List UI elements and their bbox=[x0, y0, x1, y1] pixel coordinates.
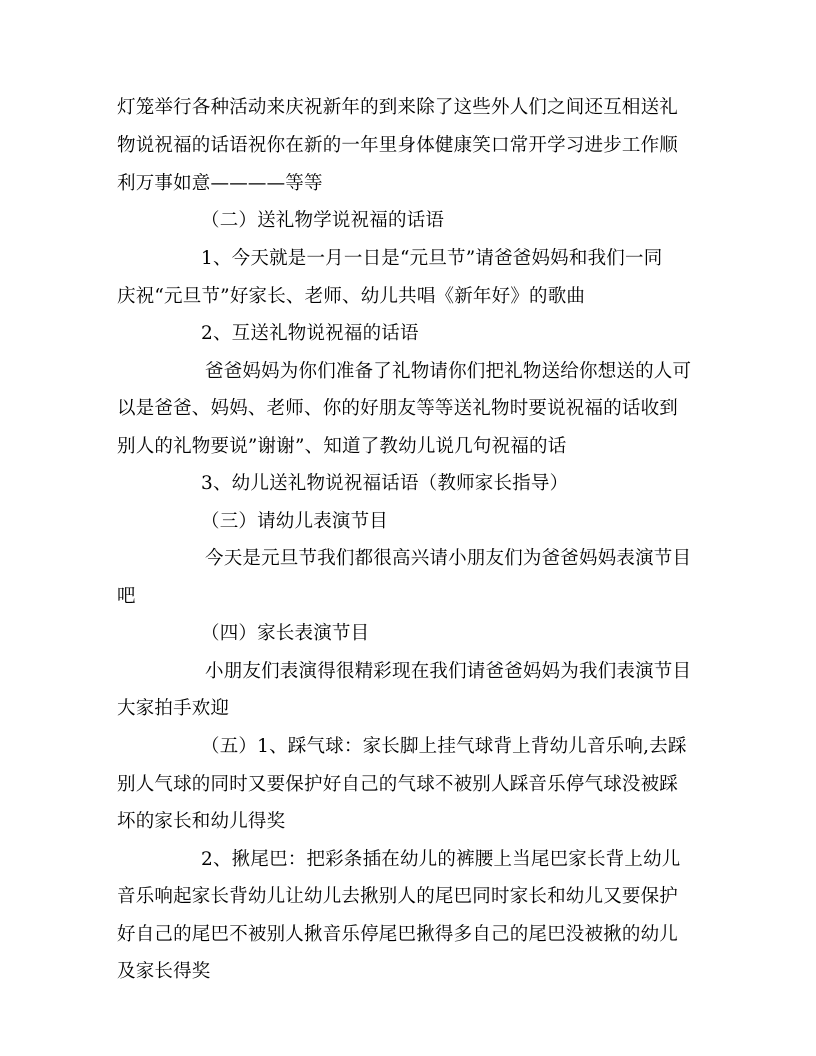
section-heading: （五）1、踩气球：家长脚上挂气球背上背幼儿音乐响,去踩 bbox=[201, 736, 687, 757]
section-heading: （四）家长表演节目 bbox=[201, 623, 370, 644]
text-line: 及家长得奖 bbox=[117, 961, 211, 982]
text-line: 物说祝福的话语祝你在新的一年里身体健康笑口常开学习进步工作顺 bbox=[117, 135, 679, 156]
text-line: 3、幼儿送礼物说祝福话语（教师家长指导） bbox=[201, 473, 569, 494]
text-line: 小朋友们表演得很精彩现在我们请爸爸妈妈为我们表演节目 bbox=[205, 661, 692, 682]
text-line: 庆祝“元旦节”好家长、老师、幼儿共唱《新年好》的歌曲 bbox=[117, 286, 586, 307]
text-line: 2、互送礼物说祝福的话语 bbox=[201, 323, 419, 344]
text-line: 别人气球的同时又要保护好自己的气球不被别人踩音乐停气球没被踩 bbox=[117, 774, 679, 795]
text-line: 2、揪尾巴：把彩条插在幼儿的裤腰上当尾巴家长背上幼儿 bbox=[201, 849, 681, 870]
text-line: 坏的家长和幼儿得奖 bbox=[117, 811, 286, 832]
section-heading: （二）送礼物学说祝福的话语 bbox=[201, 210, 445, 231]
text-line: 吧 bbox=[117, 586, 136, 607]
text-line: 1、今天就是一月一日是“元旦节”请爸爸妈妈和我们一同 bbox=[201, 248, 663, 269]
text-line: 别人的礼物要说”谢谢”、知道了教幼儿说几句祝福的话 bbox=[117, 436, 567, 457]
text-line: 大家拍手欢迎 bbox=[117, 698, 230, 719]
text-line: 今天是元旦节我们都很高兴请小朋友们为爸爸妈妈表演节目 bbox=[205, 548, 692, 569]
text-line: 灯笼举行各种活动来庆祝新年的到来除了这些外人们之间还互相送礼 bbox=[117, 97, 679, 118]
text-line: 音乐响起家长背幼儿让幼儿去揪别人的尾巴同时家长和幼儿又要保护 bbox=[117, 886, 679, 907]
text-line: 爸爸妈妈为你们准备了礼物请你们把礼物送给你想送的人可 bbox=[205, 361, 692, 382]
text-line: 利万事如意————等等 bbox=[117, 173, 323, 194]
text-line: 以是爸爸、妈妈、老师、你的好朋友等等送礼物时要说祝福的话收到 bbox=[117, 398, 679, 419]
section-heading: （三）请幼儿表演节目 bbox=[201, 511, 389, 532]
text-line: 好自己的尾巴不被别人揪音乐停尾巴揪得多自己的尾巴没被揪的幼儿 bbox=[117, 924, 679, 945]
